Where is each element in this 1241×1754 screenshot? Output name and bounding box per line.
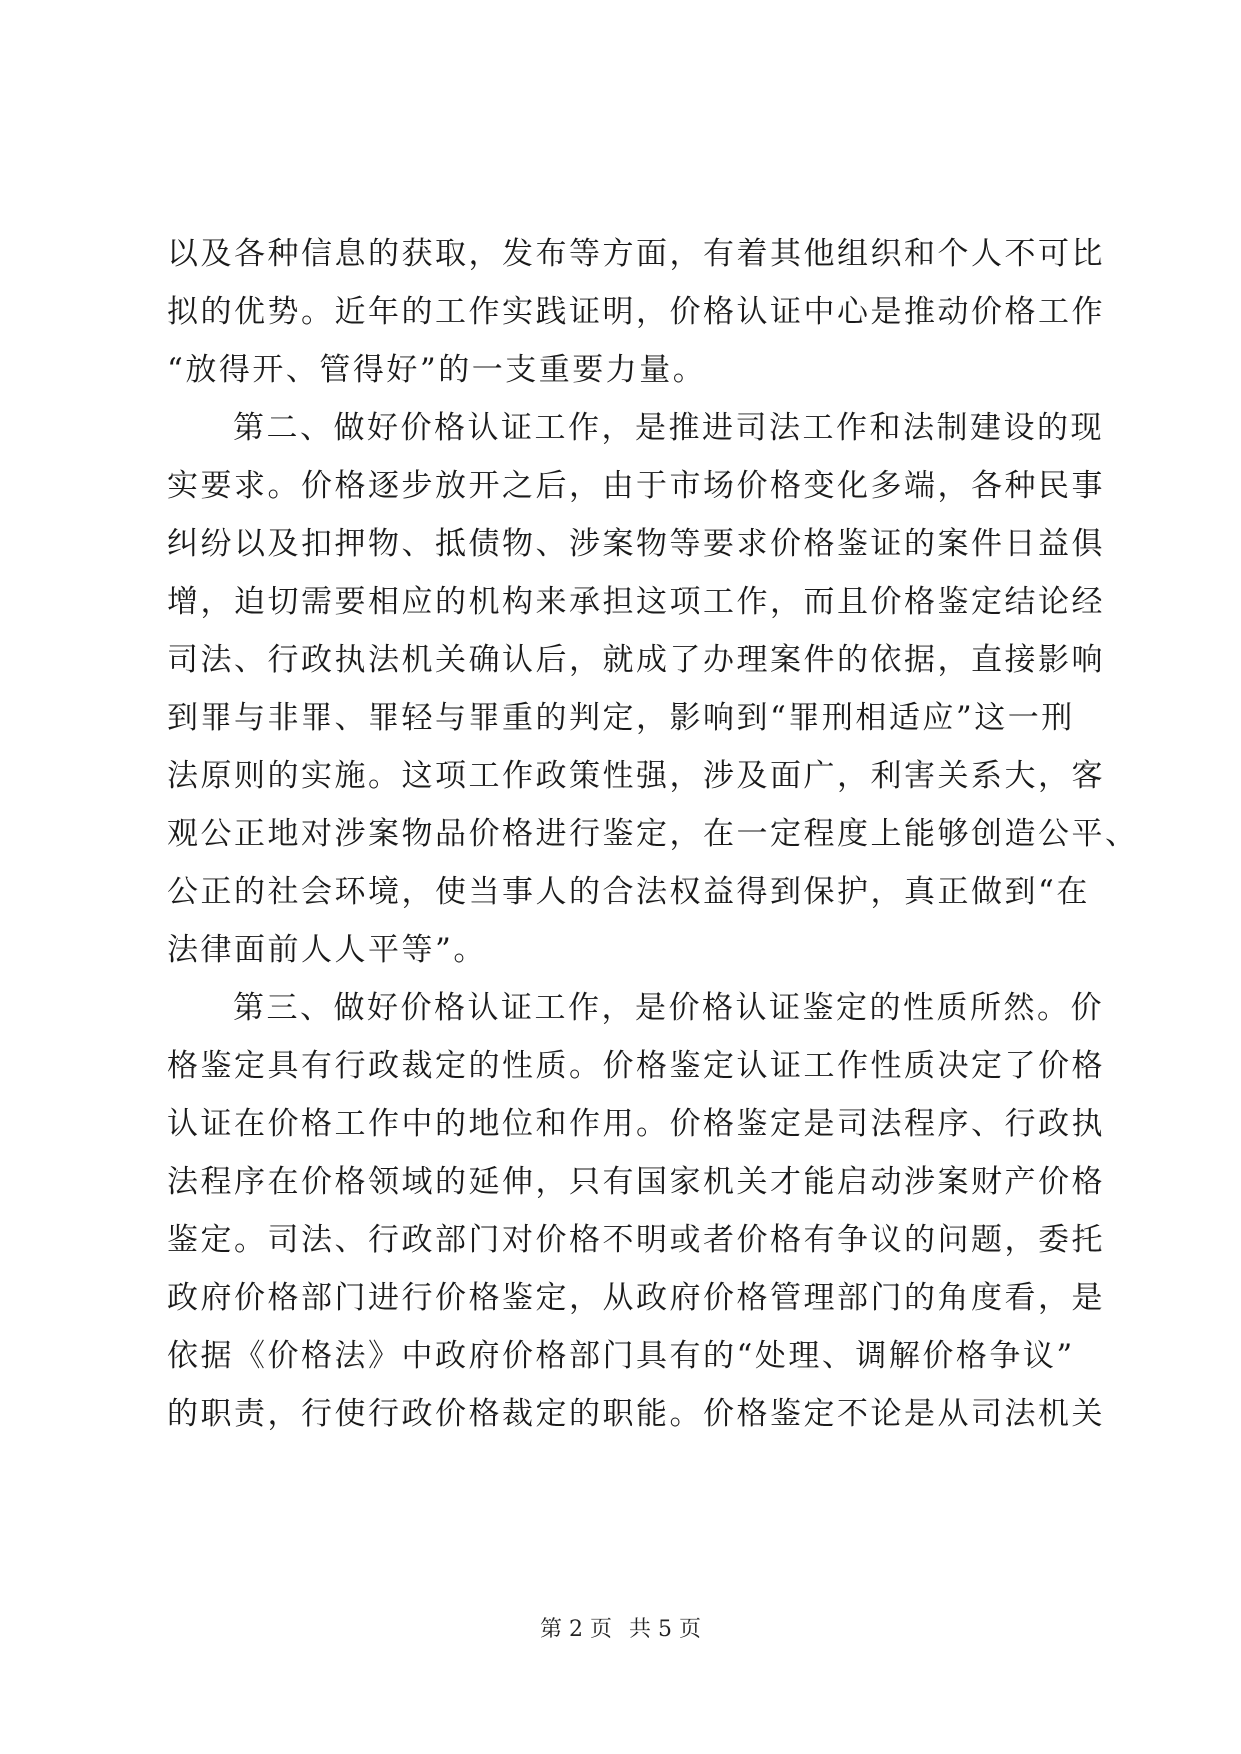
document-body	[167, 225, 1139, 1443]
text-line: 法原则的实施。这项工作政策性强，涉及面广，利害关系大，客	[167, 758, 1105, 794]
text-line: 实要求。价格逐步放开之后，由于市场价格变化多端，各种民事	[167, 468, 1105, 504]
text-line: 鉴定。司法、行政部门对价格不明或者价格有争议的问题，委托	[167, 1222, 1105, 1258]
paragraph-start-line: 第二、做好价格认证工作，是推进司法工作和法制建设的现	[233, 410, 1104, 446]
text-line: 法律面前人人平等”。	[167, 932, 487, 968]
text-line: “放得开、管得好”的一支重要力量。	[167, 352, 707, 388]
text-line: 纠纷以及扣押物、抵债物、涉案物等要求价格鉴证的案件日益俱	[167, 526, 1105, 562]
text-line: 依据《价格法》中政府价格部门具有的“处理、调解价格争议”	[167, 1338, 1075, 1374]
text-line: 观公正地对涉案物品价格进行鉴定，在一定程度上能够创造公平、	[167, 816, 1139, 852]
text-line: 以及各种信息的获取，发布等方面，有着其他组织和个人不可比	[167, 236, 1105, 272]
page-total: 共 5 页	[629, 1617, 701, 1642]
text-line: 认证在价格工作中的地位和作用。价格鉴定是司法程序、行政执	[167, 1106, 1105, 1142]
text-line: 拟的优势。近年的工作实践证明，价格认证中心是推动价格工作	[167, 294, 1105, 330]
text-line: 政府价格部门进行价格鉴定，从政府价格管理部门的角度看，是	[167, 1280, 1105, 1316]
text-line: 公正的社会环境，使当事人的合法权益得到保护，真正做到“在	[167, 874, 1090, 910]
text-line: 司法、行政执法机关确认后，就成了办理案件的依据，直接影响	[167, 642, 1105, 678]
page-footer	[0, 1615, 1241, 1645]
paragraph-start-line: 第三、做好价格认证工作，是价格认证鉴定的性质所然。价	[233, 990, 1104, 1026]
page-number: 第 2 页	[540, 1617, 612, 1642]
text-line: 的职责，行使行政价格裁定的职能。价格鉴定不论是从司法机关	[167, 1396, 1105, 1432]
text-line: 格鉴定具有行政裁定的性质。价格鉴定认证工作性质决定了价格	[167, 1048, 1105, 1084]
text-line: 到罪与非罪、罪轻与罪重的判定，影响到“罪刑相适应”这一刑	[167, 700, 1075, 736]
text-line: 法程序在价格领域的延伸，只有国家机关才能启动涉案财产价格	[167, 1164, 1105, 1200]
text-line: 增，迫切需要相应的机构来承担这项工作，而且价格鉴定结论经	[167, 584, 1105, 620]
